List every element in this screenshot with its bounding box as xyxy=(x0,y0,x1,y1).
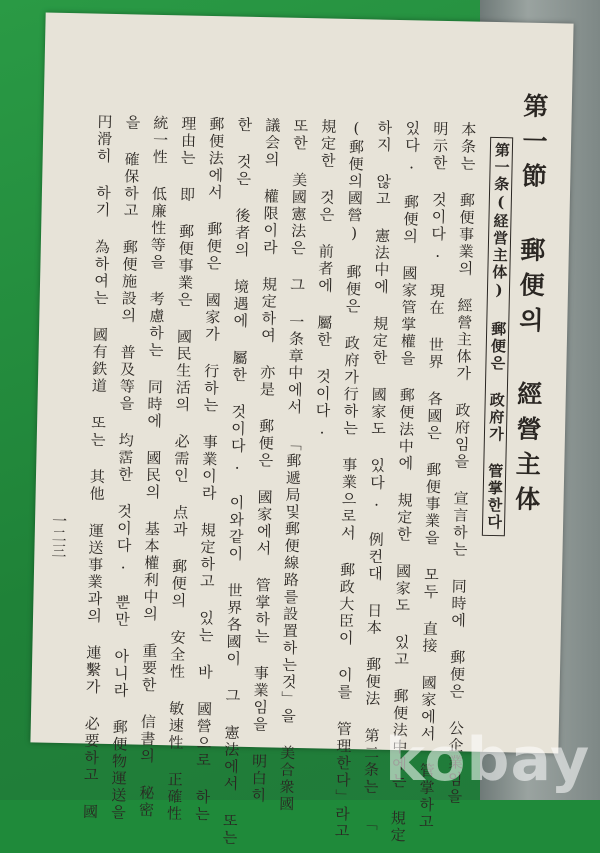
page-number: 一二三 xyxy=(49,512,69,559)
text-column-12: 統一性 低廉性等을 考慮하는 同時에 國民의 基本權利中의 重要한 信書의 秘密 xyxy=(136,114,170,820)
text-column-7: 또한 美國憲法은 그 一条章中에서 「郵遞局및郵便線路를設置하는것」을 美合衆國 xyxy=(276,117,310,813)
watermark-logo: kobay xyxy=(385,725,591,795)
text-column-1: 本条는 郵便事業의 經營主体가 政府임을 宣言하는 同時에 郵便은 公企業임을 xyxy=(445,121,478,806)
text-column-3: 있다. 郵便의 國家管掌權을 郵便法中에 規定한 國家도 있고 郵便法中에는 規定 xyxy=(388,120,422,845)
text-column-6: 規定한 것은 前者에 屬한 것이다. xyxy=(312,118,338,440)
text-column-11: 理由는 即 郵便事業은 國民生活의 必需인 点과 郵便의 安全性 敏速性 正確性 xyxy=(164,115,198,823)
text-column-13: 을 確保하고 郵便施設의 普及等을 均霑한 것이다. 뿐만 아니라 郵便物運送을 xyxy=(108,114,142,822)
text-column-14: 円滑히 하기 為하여는 國有鉄道 또는 其他 運送事業과의 連繫가 必要하고 國 xyxy=(80,113,114,821)
chapter-title: 第一節 郵便의 經營主体 xyxy=(511,92,550,522)
text-column-8: 議会의 權限이라 規定하여 亦是 郵便은 國家에서 管掌하는 事業임을 明白히 xyxy=(249,117,282,805)
text-column-4: 하지 않고 憲法中에 規定한 國家도 있다. 例컨대 日本 郵便法 第二条는 「 xyxy=(360,119,394,833)
article-heading: 第一条(経営主体) 郵便은 政府가 管掌한다 xyxy=(482,137,513,536)
text-column-5: (郵便의國營) 郵便은 政府가行하는 事業으로서 郵政大臣이 이를 管理한다」라고 xyxy=(332,118,366,841)
text-column-2: 明示한 것이다. 現在 世界 各國은 郵便事業을 모두 直接 國家에서 管掌하고 xyxy=(416,120,450,831)
text-column-10: 郵便法에서 郵便은 國家가 行하는 事業이라 規定하고 있는 바 國營으로 하는 xyxy=(192,115,226,824)
text-column-9: 한 것은 後者의 境遇에 屬한 것이다. 이와같이 世界各國이 그 憲法에서 또는 xyxy=(220,116,254,847)
